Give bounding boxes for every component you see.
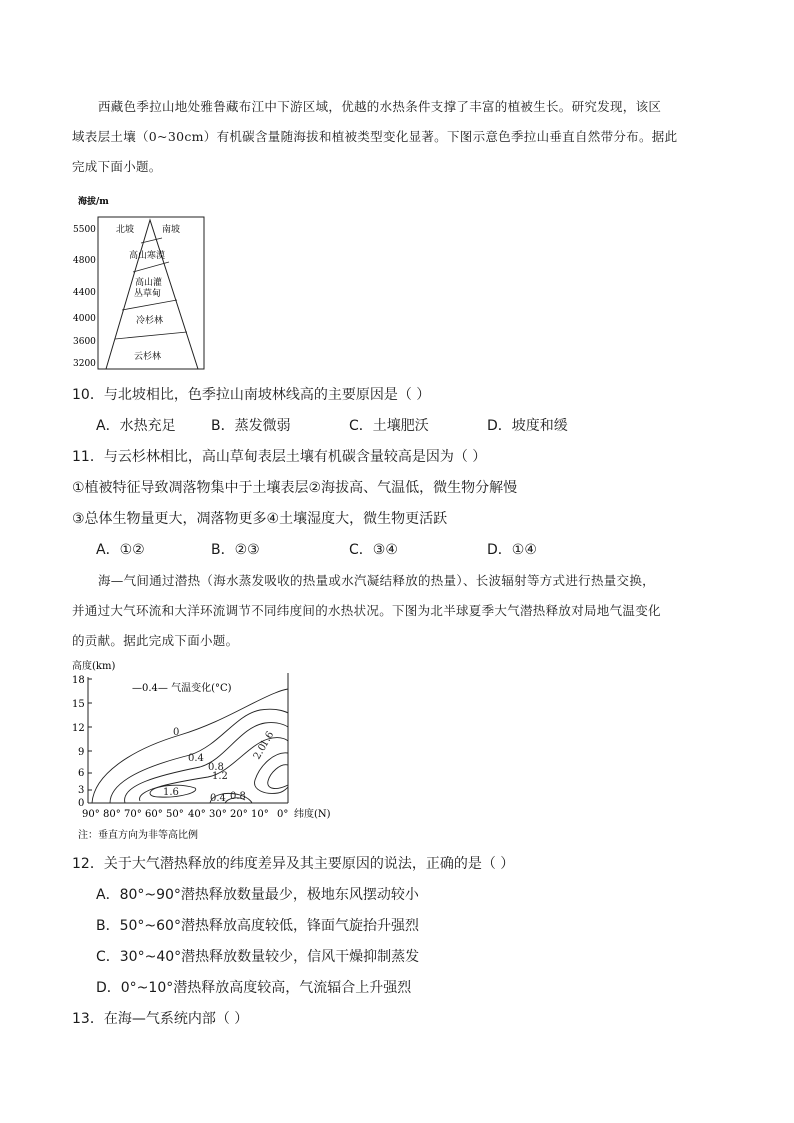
latent-heat-contour-chart — [70, 655, 350, 850]
passage-2-line-2: 并通过大气环流和大洋环流调节不同纬度间的水热状况。下图为北半球夏季大气潜热释放对局地气温变化 — [72, 603, 661, 618]
passage-2-line-3: 的贡献。据此完成下面小题。 — [72, 633, 239, 648]
question-10-option-d[interactable]: D．坡度和缓 — [487, 418, 568, 434]
y-tick-6: 6 — [78, 768, 85, 779]
contour-label-1-6-left: 1.6 — [163, 787, 179, 798]
zone-fir-forest: 冷杉林 — [136, 316, 164, 326]
y-tick-9: 9 — [78, 747, 85, 758]
y-tick-0: 0 — [78, 798, 85, 809]
y-ticks — [72, 675, 85, 809]
contour-label-0: 0 — [173, 727, 180, 738]
question-11-option-d[interactable]: D．①④ — [487, 542, 537, 558]
contour-labels — [70, 655, 276, 804]
north-slope-label: 北坡 — [116, 225, 135, 235]
passage-2 — [72, 566, 722, 656]
zone-alpine-desert: 高山寒漠 — [129, 251, 166, 261]
x-tick-50: 50° — [166, 809, 184, 820]
question-10-stem: 10．与北坡相比，色季拉山南坡林线高的主要原因是（ ） — [72, 387, 431, 403]
x-tick-20: 20° — [230, 809, 248, 820]
contour-label-0-4: 0.4 — [188, 753, 204, 764]
question-12-option-d[interactable]: D．0°~10°潜热释放高度较高，气流辐合上升强烈 — [96, 980, 412, 996]
zone-boundary-2 — [133, 262, 169, 272]
contour-label-bottom-0-4: 0.4 — [210, 793, 226, 804]
south-slope-label: 南坡 — [162, 225, 181, 235]
y-tick-4000: 4000 — [73, 314, 96, 324]
y-tick-3: 3 — [78, 785, 85, 796]
y-tick-4400: 4400 — [73, 288, 96, 298]
figure-note: 注：垂直方向为非等高比例 — [78, 830, 198, 841]
contour-label-bottom-0-8: 0.8 — [230, 791, 246, 802]
vertical-zone-diagram — [72, 192, 212, 372]
passage-1-line-1: 西藏色季拉山地处雅鲁藏布江中下游区域，优越的水热条件支撑了丰富的植被生长。研究发现，该区 — [98, 99, 662, 114]
contour-label-2-0: 2.0 — [251, 742, 270, 762]
zone-boundary-4 — [115, 332, 187, 339]
question-11-item-2: ③总体生物量更大，凋落物更多④土壤湿度大，微生物更活跃 — [72, 511, 448, 527]
x-ticks — [82, 807, 331, 820]
question-12-option-a[interactable]: A．80°~90°潜热释放数量最少，极地东风摆动较小 — [96, 887, 419, 903]
passage-2-line-1: 海—气间通过潜热（海水蒸发吸收的热量或水汽凝结释放的热量）、长波辐射等方式进行热量交换， — [98, 573, 655, 588]
question-12-option-b[interactable]: B．50°~60°潜热释放高度较低，锋面气旋抬升强烈 — [96, 918, 419, 934]
legend: —0.4— 气温变化(°C) — [132, 683, 232, 694]
x-tick-90: 90° — [82, 809, 100, 820]
y-tick-4800: 4800 — [73, 256, 96, 266]
question-11-item-1: ①植被特征导致凋落物集中于土壤表层②海拔高、气温低，微生物分解慢 — [72, 480, 518, 496]
y-tick-5500: 5500 — [73, 225, 96, 235]
height-axis-title: 高度(km) — [72, 661, 116, 672]
y-tick-marks — [88, 679, 92, 790]
passage-1-line-3: 完成下面小题。 — [72, 159, 162, 174]
zone-alpine-shrub: 高山灌 — [135, 278, 163, 288]
question-10-option-b[interactable]: B．蒸发微弱 — [211, 418, 291, 434]
x-tick-80: 80° — [103, 809, 121, 820]
question-11-option-c[interactable]: C．③④ — [349, 542, 398, 558]
zone-alpine-meadow: 丛草甸 — [134, 289, 162, 299]
x-tick-0: 0° — [277, 809, 289, 820]
contour-2-0 — [268, 765, 288, 789]
x-tick-60: 60° — [145, 809, 163, 820]
y-tick-18: 18 — [72, 675, 85, 686]
y-tick-15: 15 — [72, 699, 85, 710]
question-11-option-a[interactable]: A．①② — [96, 542, 145, 558]
x-tick-40: 40° — [188, 809, 206, 820]
question-13-stem: 13．在海—气系统内部（ ） — [72, 1011, 249, 1027]
x-axis-title: 纬度(N) — [294, 809, 331, 820]
question-12-option-c[interactable]: C．30°~40°潜热释放数量较少，信风干燥抑制蒸发 — [96, 949, 420, 965]
contour-label-1-6-right: 1.6 — [258, 729, 277, 749]
zone-spruce-forest: 云杉林 — [134, 352, 162, 362]
question-11-option-b[interactable]: B．②③ — [211, 542, 260, 558]
question-12-stem: 12．关于大气潜热释放的纬度差异及其主要原因的说法，正确的是（ ） — [72, 856, 515, 872]
contour-label-0-8: 0.8 — [208, 762, 224, 773]
y-tick-3200: 3200 — [73, 359, 96, 369]
y-tick-3600: 3600 — [73, 337, 96, 347]
question-10-option-a[interactable]: A．水热充足 — [96, 418, 176, 434]
passage-1 — [72, 92, 722, 182]
y-tick-12: 12 — [72, 723, 85, 734]
contour-label-1-2: 1.2 — [212, 771, 228, 782]
passage-1-line-2: 域表层土壤（0~30cm）有机碳含量随海拔和植被类型变化显著。下图示意色季拉山垂直自然带分布。据此 — [72, 129, 678, 144]
question-11-stem: 11．与云杉林相比，高山草甸表层土壤有机碳含量较高是因为（ ） — [72, 449, 487, 465]
question-10-option-c[interactable]: C．土壤肥沃 — [349, 418, 429, 434]
x-tick-30: 30° — [209, 809, 227, 820]
x-tick-70: 70° — [124, 809, 142, 820]
zone-boundary-3 — [122, 300, 177, 310]
x-tick-10: 10° — [251, 809, 269, 820]
altitude-axis-title: 海拔/m — [78, 197, 109, 207]
